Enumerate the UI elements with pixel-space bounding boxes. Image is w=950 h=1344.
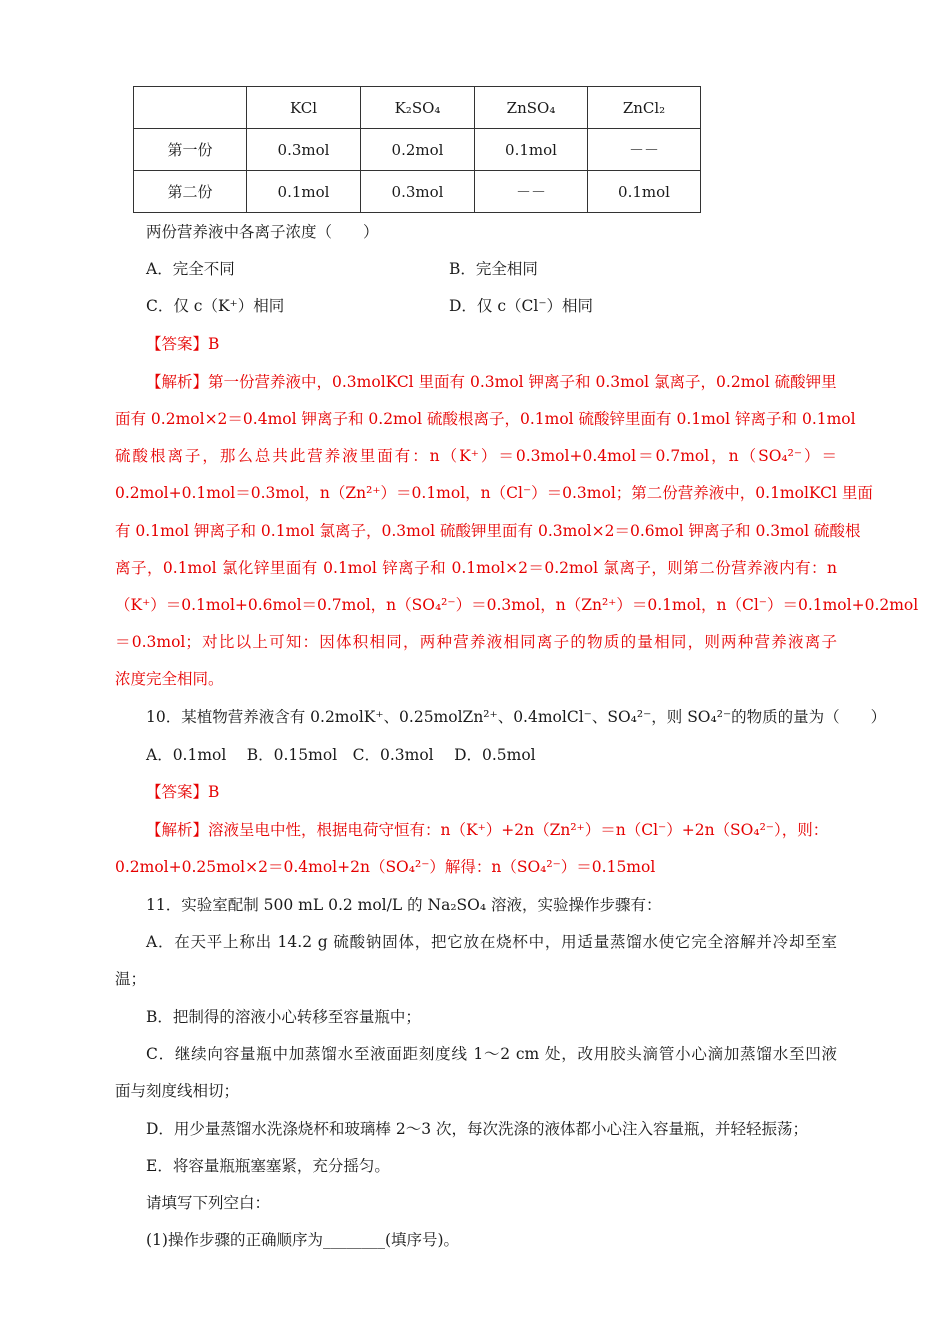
q9-explain-line-1 <box>146 372 837 392</box>
q11-stem: 11．实验室配制 500 mL 0.2 mol/L 的 Na₂SO₄ 溶液，实验操作步骤有： <box>146 896 662 914</box>
q9-explain-line-5: 有 0.1mol 钾离子和 0.1mol 氯离子，0.3mol 硫酸钾里面有 0.3mol×2＝0.6mol 钾离子和 0.3mol 硫酸根 <box>115 522 861 540</box>
q9-answer <box>146 334 219 354</box>
table-header-cell <box>134 87 247 129</box>
table-header-cell: K₂SO₄ <box>361 87 475 129</box>
q9-explain-line-3: 硫酸根离子，那么总共此营养液里面有：n（K⁺）＝0.3mol+0.4mol＝0.7mol，n（SO₄²⁻）＝ <box>115 447 837 465</box>
q10-options: A．0.1mol B．0.15mol C．0.3mol D．0.5mol <box>146 746 536 764</box>
table-header-cell: ZnSO₄ <box>475 87 588 129</box>
table-cell: 0.3mol <box>247 129 361 171</box>
q11-sub-question-1: (1)操作步骤的正确顺序为________(填序号)。 <box>146 1231 460 1249</box>
explain-text: 溶液呈电中性，根据电荷守恒有：n（K⁺）+2n（Zn²⁺）＝n（Cl⁻）+2n（SO₄²⁻），则： <box>208 821 829 839</box>
table-row <box>134 171 701 213</box>
explain-text: 第一份营养液中，0.3molKCl 里面有 0.3mol 钾离子和 0.3mol 氯离子，0.2mol 硫酸钾里 <box>208 373 837 391</box>
q9-option-d: D．仅 c（Cl⁻）相同 <box>449 297 594 315</box>
q11-step-e: E．将容量瓶瓶塞塞紧，充分摇匀。 <box>146 1157 390 1175</box>
q9-option-c: C．仅 c（K⁺）相同 <box>146 297 285 315</box>
answer-value: B <box>208 335 220 353</box>
q11-step-d: D．用少量蒸馏水洗涤烧杯和玻璃棒 2～3 次，每次洗涤的液体都小心注入容量瓶，并轻轻振荡； <box>146 1120 809 1138</box>
q9-stem: 两份营养液中各离子浓度（ ） <box>146 223 379 241</box>
q10-explain-line-1 <box>146 820 828 840</box>
q9-explain-line-9: 浓度完全相同。 <box>115 670 224 688</box>
table-cell: 0.1mol <box>247 171 361 213</box>
table-cell: 第一份 <box>134 129 247 171</box>
q9-explain-line-7: （K⁺）＝0.1mol+0.6mol＝0.7mol，n（SO₄²⁻）＝0.3mol，n（Zn²⁺）＝0.1mol，n（Cl⁻）＝0.1mol+0.2mol <box>115 596 919 614</box>
q10-answer <box>146 782 219 802</box>
q11-step-b: B．把制得的溶液小心转移至容量瓶中； <box>146 1008 421 1026</box>
q11-step-a-line-2: 温； <box>115 970 147 988</box>
table-cell: 0.1mol <box>475 129 588 171</box>
q10-explain-line-2: 0.2mol+0.25mol×2＝0.4mol+2n（SO₄²⁻）解得：n（SO₄²⁻）＝0.15mol <box>115 858 656 876</box>
q9-option-a: A．完全不同 <box>146 260 235 278</box>
q11-step-c-line-1: C．继续向容量瓶中加蒸馏水至液面距刻度线 1～2 cm 处，改用胶头滴管小心滴加蒸馏水至凹液 <box>146 1045 837 1063</box>
table-header-row <box>134 87 701 129</box>
q11-step-a-line-1: A．在天平上称出 14.2 g 硫酸钠固体，把它放在烧杯中，用适量蒸馏水使它完全溶解并冷却至室 <box>146 933 837 951</box>
table-cell: 0.3mol <box>361 171 475 213</box>
q9-explain-line-4: 0.2mol+0.1mol＝0.3mol，n（Zn²⁺）＝0.1mol，n（Cl⁻）＝0.3mol；第二份营养液中，0.1molKCl 里面 <box>115 484 873 502</box>
q11-fill-prompt: 请填写下列空白： <box>146 1194 271 1212</box>
answer-tag: 【答案】 <box>146 783 209 801</box>
table-header-cell: KCl <box>247 87 361 129</box>
table-header-cell: ZnCl₂ <box>588 87 701 129</box>
answer-tag: 【答案】 <box>146 335 209 353</box>
table-cell: －－ <box>588 129 701 171</box>
explain-tag: 【解析】 <box>146 821 209 839</box>
table-row <box>134 129 701 171</box>
q10-stem: 10．某植物营养液含有 0.2molK⁺、0.25molZn²⁺、0.4molCl⁻、SO₄²⁻，则 SO₄²⁻的物质的量为（ ） <box>146 708 887 726</box>
q11-step-c-line-2: 面与刻度线相切； <box>115 1082 240 1100</box>
answer-value: B <box>208 783 220 801</box>
nutrient-table <box>133 86 701 213</box>
q9-explain-line-2: 面有 0.2mol×2＝0.4mol 钾离子和 0.2mol 硫酸根离子，0.1mol 硫酸锌里面有 0.1mol 锌离子和 0.1mol <box>115 410 856 428</box>
table-cell: 第二份 <box>134 171 247 213</box>
explain-tag: 【解析】 <box>146 373 209 391</box>
table-cell: 0.1mol <box>588 171 701 213</box>
q9-explain-line-6: 离子，0.1mol 氯化锌里面有 0.1mol 锌离子和 0.1mol×2＝0.2mol 氯离子，则第二份营养液内有：n <box>115 559 837 577</box>
table-cell: 0.2mol <box>361 129 475 171</box>
table-cell: －－ <box>475 171 588 213</box>
q9-explain-line-8: ＝0.3mol；对比以上可知：因体积相同，两种营养液相同离子的物质的量相同，则两种营养液离子 <box>115 633 837 651</box>
q9-option-b: B．完全相同 <box>449 260 538 278</box>
